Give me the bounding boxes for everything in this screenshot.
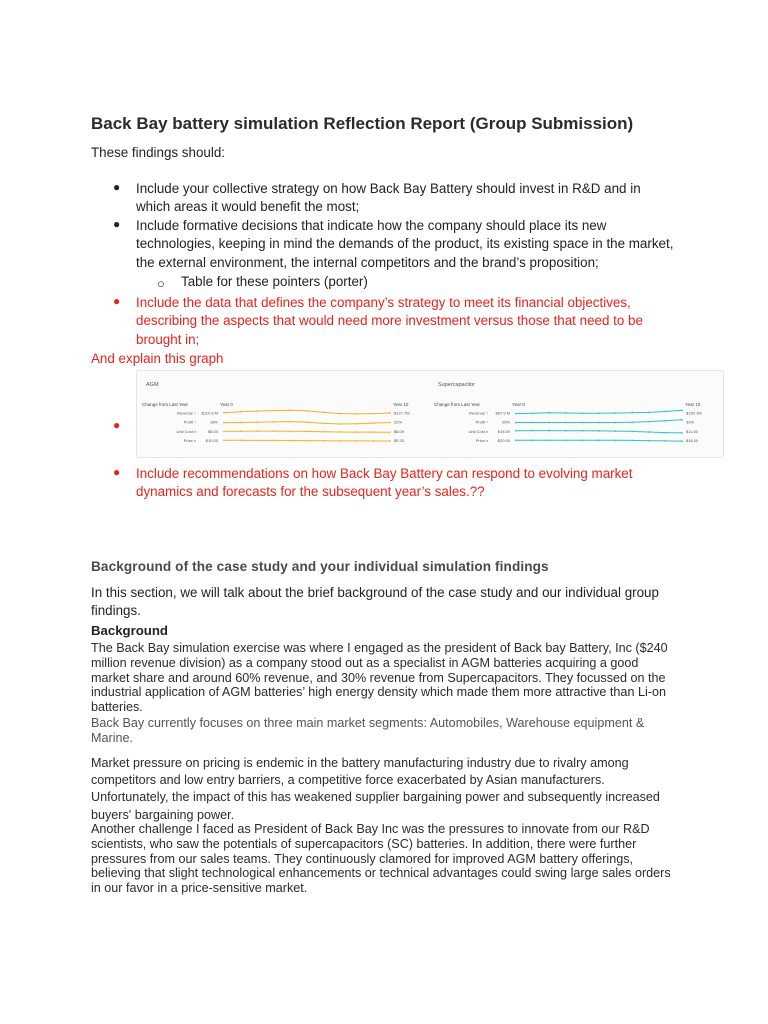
supercapacitor-data-point	[532, 412, 534, 414]
supercapacitor-data-point	[615, 412, 617, 414]
agm-end-label: Year 10	[393, 402, 409, 407]
agm-data-point	[339, 440, 341, 442]
agm-row-label: Revenue ^	[177, 410, 196, 416]
agm-data-point	[273, 410, 275, 412]
agm-data-point	[240, 422, 242, 424]
agm-data-point	[306, 431, 308, 433]
explain-graph-text: And explain this graph	[91, 351, 224, 366]
agm-data-point	[240, 439, 242, 441]
supercapacitor-data-point	[515, 439, 517, 441]
agm-data-point	[356, 413, 358, 415]
agm-row-end: 32%	[394, 419, 403, 425]
supercapacitor-data-point	[665, 440, 667, 442]
supercapacitor-data-point	[648, 440, 650, 442]
supercapacitor-data-point	[598, 422, 600, 424]
bullet-item-recommendations: Include recommendations on how Back Bay Battery can respond to evolving market dynamics and forecasts for the subsequent year’s sales.??	[136, 466, 633, 500]
section-intro: In this section, we will talk about the brief background of the case study and our individual group findings.	[91, 585, 659, 619]
supercapacitor-data-point	[615, 430, 617, 432]
supercapacitor-data-point	[565, 412, 567, 414]
agm-row-start: $8.00	[207, 428, 218, 434]
agm-data-point	[256, 410, 258, 412]
supercapacitor-data-point	[665, 432, 667, 434]
supercapacitor-data-point	[515, 413, 517, 415]
supercapacitor-data-point	[598, 412, 600, 414]
agm-row-end: $127.7M	[394, 410, 410, 416]
agm-data-point	[323, 440, 325, 442]
agm-data-point	[256, 439, 258, 441]
agm-data-point	[273, 440, 275, 442]
supercapacitor-data-point	[565, 422, 567, 424]
supercapacitor-row-label: Price v	[475, 438, 488, 444]
supercapacitor-row-end: $11.60	[686, 428, 698, 434]
bullet-item-financial-data: Include the data that defines the company’s strategy to meet its financial objectives, describing the aspects that would need more investment versus those that need to be brought in;	[136, 295, 643, 347]
agm-data-point	[373, 422, 375, 424]
supercapacitor-data-point	[615, 422, 617, 424]
agm-data-point	[306, 440, 308, 442]
agm-row-end: $6.09	[394, 428, 405, 434]
bullet-marker: ●	[113, 217, 121, 231]
supercapacitor-row-start: $15.00	[497, 428, 510, 434]
agm-start-label: Year 0	[220, 402, 233, 407]
supercapacitor-data-point	[582, 439, 584, 441]
report-title: Back Bay battery simulation Reflection Report (Group Submission)	[91, 114, 634, 133]
background-paragraph-4: Another challenge I faced as President of Back Bay Inc was the pressures to innovate from our R&D scientists, who saw the potentials of supercapacitors (SC) batteries. In addition, there were further pressures from our sales teams. They continuously clamored for improved AGM battery offerings, believing that slight technological enhancements or technical advantages could swing large sales orders in our favor in a price-sensitive market.	[91, 822, 671, 896]
agm-data-point	[290, 421, 292, 423]
agm-row-end: $9.33	[394, 438, 405, 444]
agm-data-point	[373, 413, 375, 415]
supercapacitor-data-point	[648, 431, 650, 433]
agm-row-label: Price v	[183, 438, 196, 444]
supercapacitor-data-point	[681, 419, 683, 421]
background-paragraph-2: Back Bay currently focuses on three main market segments: Automobiles, Warehouse equipment & Marine.	[91, 716, 645, 745]
agm-data-point	[290, 409, 292, 411]
agm-data-point	[356, 431, 358, 433]
empty-bullet-marker: ●	[113, 418, 121, 432]
supercapacitor-data-point	[565, 430, 567, 432]
sub-bullet-marker: ○	[157, 276, 165, 291]
supercapacitor-data-point	[532, 430, 534, 432]
agm-data-point	[273, 421, 275, 423]
bullet-item-rnd-strategy: Include your collective strategy on how Back Bay Battery should invest in R&D and in which areas it would benefit the most;	[136, 181, 641, 215]
supercapacitor-data-point	[631, 412, 633, 414]
agm-data-point	[256, 430, 258, 432]
agm-panel-title: AGM	[146, 382, 159, 388]
supercapacitor-data-point	[631, 431, 633, 433]
bullet-marker: ●	[113, 180, 121, 194]
supercapacitor-data-point	[631, 440, 633, 442]
background-paragraph-3: Market pressure on pricing is endemic in the battery manufacturing industry due to rivalry among competitors and low entry barriers, a competitive force exacerbated by Asian manufacturers. Unfortunately, the impact of this has weakened supplier bargaining power and subsequently increased buyers' bargaining power.	[91, 756, 660, 822]
agm-data-point	[256, 421, 258, 423]
supercapacitor-end-label: Year 10	[685, 402, 701, 407]
agm-data-point	[240, 430, 242, 432]
supercapacitor-row-label: Unit Cost v	[468, 428, 488, 434]
supercapacitor-row-end: $18.00	[686, 438, 699, 444]
supercapacitor-data-point	[582, 412, 584, 414]
agm-data-point	[306, 410, 308, 412]
supercapacitor-row-start: $87.5 M	[495, 410, 510, 416]
background-paragraph-1: The Back Bay simulation exercise was where I engaged as the president of Back bay Battery, Inc ($240 million revenue division) as a company stood out as a specialist in AGM batteries acquiring a good market share and around 60% revenue, and 30% revenue from Supercapacitors. They focussed on the industrial application of AGM batteries’ high energy density which made them more attractive than Li-on batteries.	[91, 641, 668, 715]
agm-data-point	[373, 440, 375, 442]
background-heading: Background	[91, 623, 168, 638]
agm-data-point	[323, 431, 325, 433]
agm-data-point	[339, 423, 341, 425]
supercapacitor-row-start: 25%	[501, 419, 510, 425]
supercapacitor-data-point	[631, 421, 633, 423]
supercapacitor-data-point	[681, 432, 683, 434]
agm-data-point	[389, 431, 391, 433]
agm-data-point	[389, 440, 391, 442]
agm-data-point	[356, 423, 358, 425]
supercapacitor-data-point	[532, 439, 534, 441]
supercapacitor-data-point	[582, 430, 584, 432]
supercapacitor-data-point	[582, 422, 584, 424]
supercapacitor-data-point	[565, 439, 567, 441]
agm-data-point	[240, 411, 242, 413]
supercapacitor-data-point	[548, 422, 550, 424]
supercapacitor-data-point	[665, 411, 667, 413]
chart-frame	[137, 371, 724, 458]
supercapacitor-data-point	[681, 440, 683, 442]
supercapacitor-data-point	[548, 439, 550, 441]
agm-data-point	[339, 431, 341, 433]
supercapacitor-data-point	[548, 412, 550, 414]
agm-row-label: Unit Cost v	[176, 428, 196, 434]
supercapacitor-data-point	[648, 421, 650, 423]
agm-data-point	[356, 440, 358, 442]
bullet-marker: ●	[113, 465, 121, 479]
intro-text: These findings should:	[91, 145, 225, 160]
agm-data-point	[223, 439, 225, 441]
agm-data-point	[223, 422, 225, 424]
agm-row-start: $110.8 M	[201, 410, 218, 416]
supercapacitor-row-end: $150.1M	[686, 410, 702, 416]
agm-data-point	[306, 421, 308, 423]
bullet-item-formative-decisions: Include formative decisions that indicate how the company should place its new technologies, keeping in mind the demands of the product, its existing space in the market, the external environment, the internal competitors and the brand’s proposition;	[136, 218, 674, 270]
bullet-marker: ●	[113, 294, 121, 308]
supercapacitor-row-label: Profit ^	[475, 419, 488, 425]
agm-data-point	[273, 430, 275, 432]
supercapacitor-row-start: $20.00	[497, 438, 510, 444]
supercapacitor-data-point	[598, 430, 600, 432]
agm-data-point	[389, 422, 391, 424]
supercapacitor-col-header: Change from Last Year	[434, 402, 481, 407]
agm-row-start: $10.00	[205, 438, 218, 444]
agm-data-point	[290, 440, 292, 442]
agm-data-point	[339, 413, 341, 415]
supercapacitor-data-point	[548, 430, 550, 432]
sub-bullet-item: Table for these pointers (porter)	[181, 274, 368, 289]
agm-data-point	[373, 431, 375, 433]
supercapacitor-data-point	[598, 439, 600, 441]
supercapacitor-row-end: 33%	[686, 419, 695, 425]
supercapacitor-data-point	[515, 430, 517, 432]
agm-row-start: 18%	[209, 419, 218, 425]
agm-row-label: Profit ^	[183, 419, 196, 425]
supercapacitor-data-point	[681, 409, 683, 411]
simulation-chart	[136, 370, 724, 458]
agm-data-point	[323, 423, 325, 425]
supercapacitor-data-point	[532, 422, 534, 424]
supercapacitor-data-point	[648, 412, 650, 414]
agm-data-point	[223, 412, 225, 414]
agm-data-point	[389, 412, 391, 414]
agm-data-point	[323, 412, 325, 414]
section-heading: Background of the case study and your individual simulation findings	[91, 559, 549, 574]
agm-data-point	[223, 431, 225, 433]
supercapacitor-start-label: Year 0	[512, 402, 525, 407]
supercapacitor-data-point	[615, 439, 617, 441]
supercapacitor-panel-title: Supercapacitor	[438, 382, 475, 388]
agm-data-point	[290, 430, 292, 432]
supercapacitor-data-point	[515, 422, 517, 424]
agm-col-header: Change from Last Year	[142, 402, 189, 407]
supercapacitor-row-label: Revenue ^	[469, 410, 488, 416]
supercapacitor-data-point	[665, 420, 667, 422]
